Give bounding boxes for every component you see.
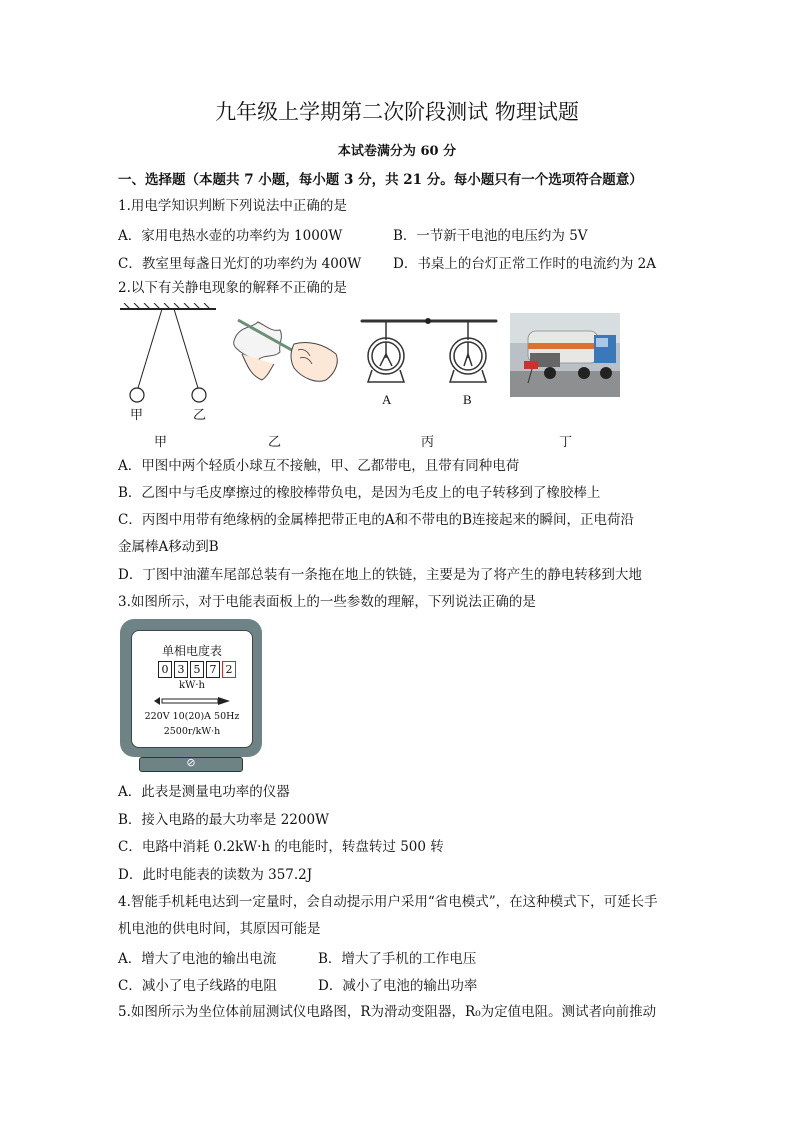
- q4-stem-line1: 4.智能手机耗电达到一定量时，会自动提示用户采用“省电模式”，在这种模式下，可延长手: [118, 894, 658, 910]
- meter-base: [139, 757, 243, 772]
- q3-option-b: B．接入电路的最大功率是 2200W: [118, 812, 329, 828]
- meter-unit: kW·h: [179, 680, 205, 691]
- figure-label-jia: 甲: [154, 435, 168, 450]
- meter-base-symbol: ⊘: [186, 756, 196, 769]
- q1-option-d: D．书桌上的台灯正常工作时的电流约为 2A: [393, 256, 656, 272]
- q5-stem: 5.如图所示为坐位体前屈测试仪电路图，R为滑动变阻器，R₀为定值电阻。测试者向前推动: [118, 1004, 657, 1020]
- q3-option-c: C．电路中消耗 0.2kW·h 的电能时，转盘转过 500 转: [118, 839, 444, 855]
- q2-stem: 2.以下有关静电现象的解释不正确的是: [118, 280, 347, 296]
- figure-label-yi: 乙: [268, 435, 282, 450]
- q1-option-a: A．家用电热水壶的功率约为 1000W: [118, 228, 343, 244]
- q4-option-c: C．减小了电子线路的电阻: [118, 978, 277, 994]
- figure-yi-rubbing-rod: [228, 314, 348, 390]
- electric-meter: [120, 619, 262, 757]
- figure-label-bing: 丙: [421, 435, 435, 450]
- page-title: 九年级上学期第二次阶段测试 物理试题: [215, 100, 579, 124]
- rod-label-a: A: [382, 392, 392, 407]
- ball-label-yi: 乙: [193, 408, 207, 423]
- q4-stem-line2: 机电池的供电时间，其原因可能是: [118, 921, 321, 937]
- meter-digits: [158, 661, 236, 678]
- q3-stem: 3.如图所示，对于电能表面板上的一些参数的理解，下列说法正确的是: [118, 594, 536, 610]
- meter-title: 单相电度表: [161, 644, 222, 658]
- figure-label-ding: 丁: [559, 435, 573, 450]
- q4-option-a: A．增大了电池的输出电流: [118, 951, 277, 967]
- q4-option-b: B．增大了手机的工作电压: [318, 951, 477, 967]
- meter-spec-revolutions: 2500r/kW·h: [163, 726, 221, 737]
- q1-option-b: B．一节新干电池的电压约为 5V: [393, 228, 588, 244]
- q2-option-d: D．丁图中油灌车尾部总装有一条拖在地上的铁链，主要是为了将产生的静电转移到大地: [118, 567, 642, 583]
- q2-option-b: B．乙图中与毛皮摩擦过的橡胶棒带负电，是因为毛皮上的电子转移到了橡胶棒上: [118, 485, 601, 501]
- q3-option-d: D．此时电能表的读数为 357.2J: [118, 867, 313, 883]
- meter-spec-rating: 220V 10(20)A 50Hz: [144, 711, 240, 722]
- meter-digit: 3: [174, 661, 188, 678]
- meter-digit-decimal: 2: [222, 661, 236, 678]
- q2-option-a: A．甲图中两个轻质小球互不接触，甲、乙都带电，且带有同种电荷: [118, 458, 520, 474]
- meter-digit: 7: [206, 661, 220, 678]
- rotation-arrow-icon: [152, 696, 232, 706]
- q3-option-a: A．此表是测量电功率的仪器: [118, 784, 290, 800]
- figure-bing-electroscopes: [360, 310, 498, 406]
- figure-ding-tanker-truck-photo: [510, 313, 620, 397]
- rod-label-b: B: [463, 392, 472, 407]
- q1-stem: 1.用电学知识判断下列说法中正确的是: [118, 198, 347, 214]
- section-heading: 一、选择题（本题共 7 小题，每小题 3 分，共 21 分。每小题只有一个选项符合题意）: [118, 172, 643, 188]
- q2-option-c-line2: 金属棒A移动到B: [118, 539, 219, 555]
- ball-label-jia: 甲: [130, 408, 144, 423]
- meter-digit: 5: [190, 661, 204, 678]
- q1-option-c: C．教室里每盏日光灯的功率约为 400W: [118, 256, 362, 272]
- q2-option-c-line1: C．丙图中用带有绝缘柄的金属棒把带正电的A和不带电的B连接起来的瞬间，正电荷沿: [118, 512, 634, 528]
- page-subtitle: 本试卷满分为 60 分: [337, 144, 457, 159]
- meter-digit: 0: [158, 661, 172, 678]
- q4-option-d: D．减小了电池的输出功率: [318, 978, 478, 994]
